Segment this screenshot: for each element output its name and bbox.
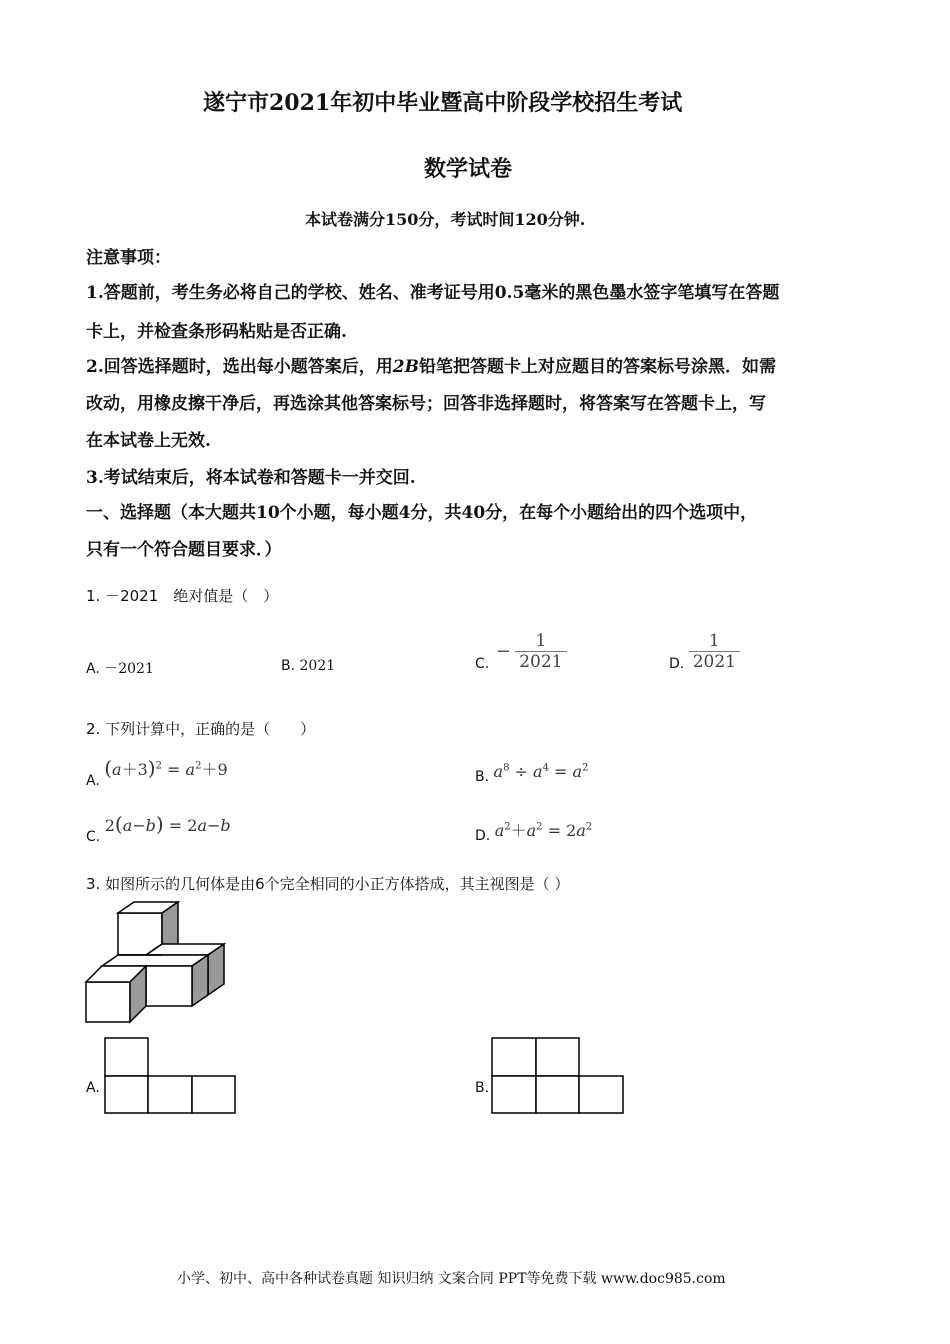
question-2-option-b: [475, 762, 589, 785]
exam-info: 本试卷满分150分，考试时间120分钟.: [305, 210, 586, 229]
option-label: B.: [475, 769, 490, 785]
notice-item-2-line-3: 在本试卷上无效.: [86, 431, 211, 451]
option-label: C.: [475, 656, 490, 672]
notice-item-2-line-1: [86, 352, 776, 377]
question-1-option-b: [281, 658, 335, 674]
question-3-stem: 3. 如图所示的几何体是由6个完全相同的小正方体搭成，其主视图是（ ）: [86, 875, 570, 893]
question-3-option-b-figure: [491, 1037, 625, 1115]
question-3-option-b-label: B.: [475, 1080, 490, 1096]
fraction-denominator: 2021: [689, 651, 740, 672]
notice-item-2-2b: 2B: [392, 357, 419, 377]
option-label: D.: [475, 828, 491, 844]
math-expression: $(a+3)^2 = a^2+9$: [104, 756, 228, 780]
question-2-stem: 2. 下列计算中，正确的是（ ）: [86, 720, 316, 738]
section-heading-line-1: 一、选择题（本大题共10个小题，每小题4分，共40分，在每个小题给出的四个选项中，: [86, 503, 758, 523]
notice-heading: 注意事项：: [86, 248, 171, 268]
notice-item-1-line-1: 1.答题前，考生务必将自己的学校、姓名、准考证号用0.5毫米的黑色墨水签字笔填写在答题: [86, 283, 780, 303]
notice-item-1-line-2: 卡上，并检查条形码粘贴是否正确.: [86, 322, 347, 342]
fraction: [689, 631, 740, 672]
exam-title: 遂宁市2021年初中毕业暨高中阶段学校招生考试: [203, 90, 683, 116]
option-value: －2021: [104, 661, 154, 677]
option-label: A.: [86, 661, 100, 677]
fraction: [515, 631, 566, 672]
question-1-option-a: [86, 658, 154, 678]
math-expression: $a^8 \div a^4 = a^2$: [493, 762, 589, 781]
question-2-option-c: [86, 812, 231, 845]
fraction-denominator: 2021: [515, 651, 566, 672]
notice-item-2-text-a: 2.回答选择题时，选出每小题答案后，用: [86, 357, 393, 377]
page-footer: 小学、初中、高中各种试卷真题 知识归纳 文案合同 PPT等免费下载 www.doc985.com: [177, 1271, 726, 1287]
math-expression: $a^2+a^2 = 2a^2$: [494, 821, 593, 840]
option-label: C.: [86, 829, 101, 845]
fraction-numerator: 1: [535, 630, 547, 651]
question-2-option-d: [475, 818, 593, 844]
option-value: 2021: [299, 658, 336, 674]
notice-item-2-text-c: 铅笔把答题卡上对应题目的答案标号涂黑．如需: [418, 357, 776, 377]
question-1-option-c: [475, 630, 567, 672]
question-3-option-a-label: A.: [86, 1080, 100, 1096]
notice-item-3: 3.考试结束后，将本试卷和答题卡一并交回.: [86, 468, 416, 488]
question-2-option-a: [86, 756, 228, 789]
question-1-stem: 1. －2021 绝对值是（ ）: [86, 587, 279, 605]
notice-item-2-line-2: 改动，用橡皮擦干净后，再选涂其他答案标号；回答非选择题时，将答案写在答题卡上，写: [86, 394, 766, 414]
option-label: B.: [281, 658, 296, 674]
minus-sign: −: [495, 640, 511, 662]
cube-figure: [84, 900, 229, 1025]
option-label: D.: [669, 656, 685, 672]
question-3-option-a-figure: [104, 1037, 237, 1115]
paper-subtitle: 数学试卷: [424, 156, 513, 182]
math-expression: 2(a−b) = 2a−b: [104, 812, 231, 836]
option-label: A.: [86, 773, 100, 789]
section-heading-line-2: 只有一个符合题目要求．）: [86, 540, 282, 560]
question-1-option-d: [669, 630, 740, 672]
fraction-numerator: 1: [708, 630, 720, 651]
